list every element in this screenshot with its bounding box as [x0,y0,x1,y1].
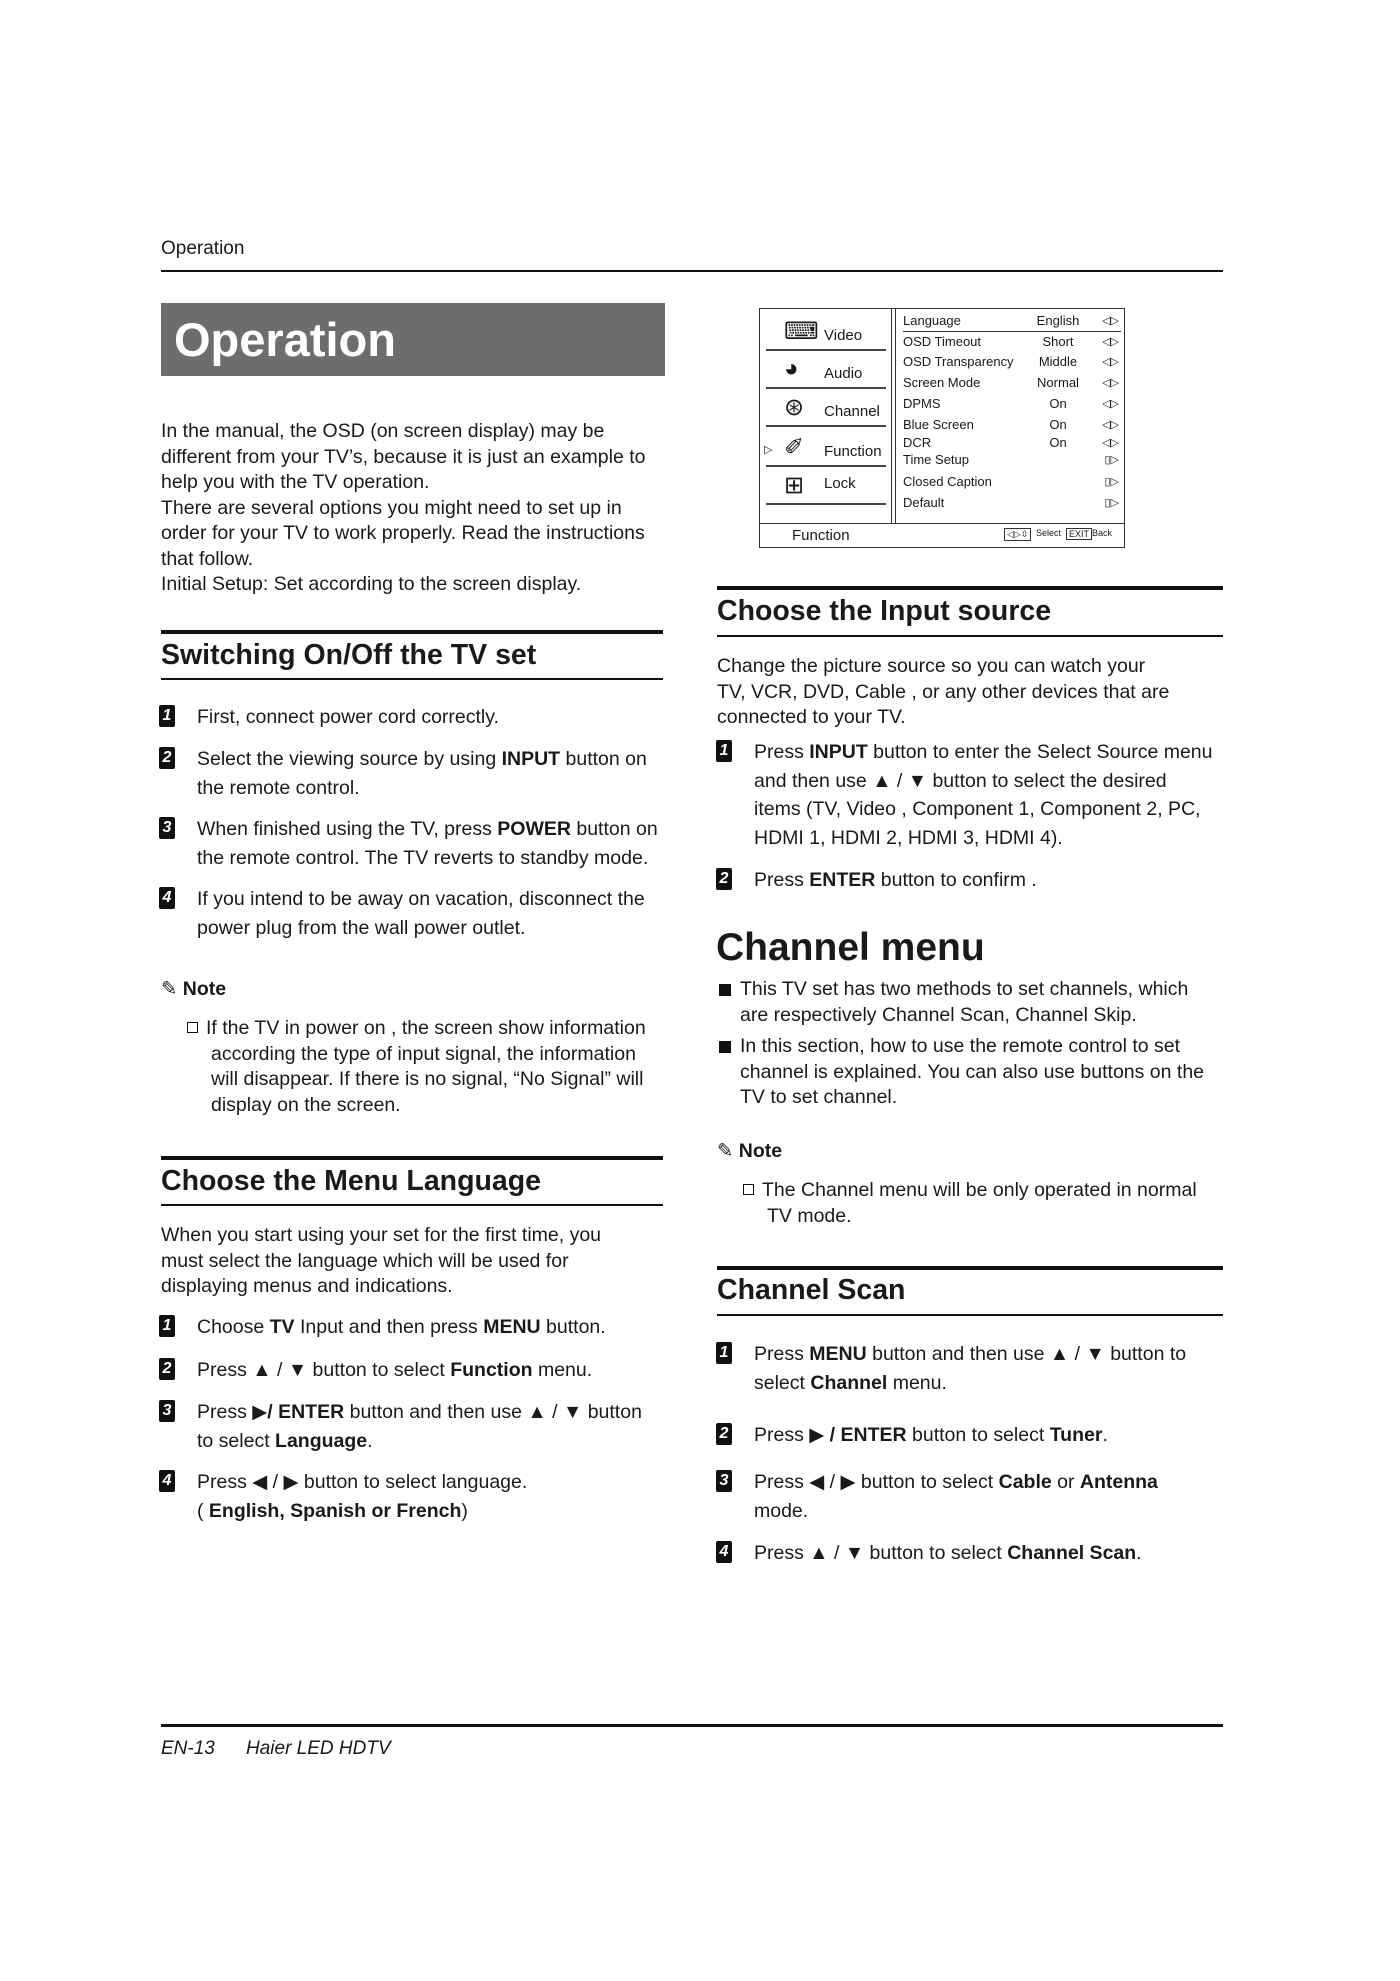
osd-footer: Function ◁▷⇳ Select EXIT Back [760,523,1124,548]
osd-row-dcr: DCR On ◁▷ [903,433,1121,453]
channel-menu-title: Channel menu [716,926,985,969]
step-number: 1 [159,705,175,727]
square-bullet-icon [719,984,731,996]
up-down-arrow-icon: ▲ / ▼ [527,1401,583,1423]
left-right-arrow-icon: ◁▷ [1102,336,1119,348]
page-number: EN-13 [161,1738,215,1759]
up-down-arrow-icon: ▲ / ▼ [252,1359,308,1381]
up-down-arrow-icon: ▲ / ▼ [809,1542,865,1564]
osd-row-closed-caption: Closed Caption ▯▷ [903,472,1121,492]
osd-tab-lock: ⊞ Lock [766,467,886,505]
osd-tab-list [760,309,890,524]
enter-arrow-icon: ▯▷ [1104,476,1119,488]
step-number: 3 [159,817,175,839]
step-3: 3 Press ▶/ ENTER button and then use ▲ / ▼ button to select Language. [159,1398,679,1458]
section-rule [161,1156,663,1160]
step-number: 3 [716,1470,732,1492]
left-right-arrow-icon: ◀ / ▶ [252,1471,299,1493]
section-rule [717,635,1223,637]
osd-row-blue-screen: Blue Screen On ◁▷ [903,415,1121,435]
channel-menu-bullet-1: This TV set has two methods to set channels, which are respectively Channel Scan, Channel Skip. [717,977,1223,1028]
step-2: 2 Select the viewing source by using INPUT button on the remote control. [159,745,679,805]
intro-text: In the manual, the OSD (on screen display) may be different from your TV’s, because it is just an example to help you with the TV operation. There are several options you might need to set up in order for your TV to work properly. Read the instructions that follow. Initial Setup: Set according to the screen display. [161,420,646,595]
osd-row-time-setup: Time Setup ▯▷ [903,450,1121,470]
osd-function-menu [759,308,1125,548]
section-rule [717,1314,1223,1316]
step-4: 4 If you intend to be away on vacation, disconnect the power plug from the wall power outlet. [159,885,679,945]
step-number: 1 [159,1315,175,1337]
section-rule [161,630,663,634]
checkbox-bullet-icon [187,1022,198,1033]
osd-row-default: Default ▯▷ [903,493,1121,513]
note-heading: ✎ Note [717,1140,783,1162]
osd-row-screen-mode: Screen Mode Normal ◁▷ [903,373,1121,393]
step-number: 4 [159,887,175,909]
tools-icon: ✐ [784,434,805,461]
step-number: 4 [716,1541,732,1563]
running-head: Operation [161,238,245,259]
note-heading: ✎ Note [161,978,227,1000]
step-4: 4 Press ▲ / ▼ button to select Channel Scan. [716,1539,1222,1569]
note-item: The Channel menu will be only operated in normal TV mode. [743,1178,1223,1229]
section-title-channel-scan: Channel Scan [717,1274,906,1306]
section-title-menu-language: Choose the Menu Language [161,1165,542,1197]
square-bullet-icon [719,1041,731,1053]
left-right-arrow-icon: ◀ / ▶ [809,1471,856,1493]
step-4: 4 Press ◀ / ▶ button to select language. ( English, Spanish or French) [159,1468,679,1528]
step-1: 1 First, connect power cord correctly. [159,703,679,733]
osd-row-osd-timeout: OSD Timeout Short ◁▷ [903,332,1121,352]
header-rule [161,270,1223,272]
osd-row-language: Language English ◁▷ [903,311,1121,332]
step-number: 4 [159,1470,175,1492]
step-number: 2 [716,1423,732,1445]
osd-divider [891,309,896,524]
reel-icon: ⊛ [784,394,805,421]
left-right-arrow-icon: ◁▷ [1102,356,1119,368]
left-right-arrow-icon: ◁▷ [1102,398,1119,410]
section-rule [717,586,1223,590]
step-number: 2 [716,868,732,890]
step-number: 2 [159,747,175,769]
step-2: 2 Press ▲ / ▼ button to select Function menu. [159,1356,679,1386]
step-number: 2 [159,1358,175,1380]
step-3: 3 Press ◀ / ▶ button to select Cable or Antenna mode. [716,1468,1222,1528]
up-down-arrow-icon: ▲ / ▼ [872,769,928,792]
osd-row-osd-transparency: OSD Transparency Middle ◁▷ [903,352,1121,372]
left-right-arrow-icon: ◁▷ [1102,419,1119,431]
section-rule [717,1266,1223,1270]
input-source-intro: Change the picture source so you can watch your TV, VCR, DVD, Cable , or any other devices that are connected to your TV. [717,655,1170,728]
section-rule [161,678,663,680]
step-1: 1 Press MENU button and then use ▲ / ▼ button to select Channel menu. [716,1340,1222,1400]
osd-tab-audio: ◕ Audio [766,351,886,389]
product-name: Haier LED HDTV [246,1738,391,1759]
up-down-arrow-icon: ▲ / ▼ [1049,1343,1105,1365]
enter-arrow-icon: ▯▷ [1104,454,1119,466]
step-1: 1 Choose TV Input and then press MENU button. [159,1313,679,1343]
pencil-icon: ✎ [717,1140,734,1162]
osd-tab-function: ▷ ✐ Function [766,429,886,467]
lock-icon: ⊞ [784,472,805,499]
left-right-arrow-icon: ◁▷ [1102,377,1119,389]
checkbox-bullet-icon [743,1184,754,1195]
menu-language-intro: When you start using your set for the first time, you must select the language which will be used for displaying menus and indications. [161,1224,602,1297]
left-right-arrow-icon: ◁▷ [1102,315,1119,327]
speaker-icon: ◕ [784,355,799,382]
section-title-input-source: Choose the Input source [717,595,1052,627]
osd-options [897,309,1123,524]
step-number: 1 [716,1342,732,1364]
step-number: 1 [716,740,732,762]
osd-row-dpms: DPMS On ◁▷ [903,394,1121,414]
pencil-icon: ✎ [161,978,178,1000]
note-item: If the TV in power on , the screen show information according the type of input signal, the information will disappear. If there is no signal, “No Signal” will display on the screen. [187,1016,667,1118]
page-title: Operation [161,303,665,376]
step-number: 3 [159,1400,175,1422]
step-2: 2 Press ENTER button to confirm . [716,866,1222,896]
left-right-arrow-icon: ◁▷ [1102,437,1119,449]
section-rule [161,1204,663,1206]
section-title-switching: Switching On/Off the TV set [161,639,537,671]
step-3: 3 When finished using the TV, press POWER button on the remote control. The TV reverts to standby mode. [159,815,679,875]
selected-arrow-icon: ▷ [764,444,773,456]
step-2: 2 Press ▶ / ENTER button to select Tuner. [716,1421,1222,1451]
channel-menu-bullet-2: In this section, how to use the remote control to set channel is explained. You can also use buttons on the TV to set channel. [717,1034,1223,1111]
step-1: 1 Press INPUT button to enter the Select Source menu and then use ▲ / ▼ button to select the desired items (TV, Video , Component 1, Component 2, PC, HDMI 1, HDMI 2, HDMI 3, HDMI 4). [716,738,1222,858]
footer-rule [161,1724,1223,1727]
osd-tab-video: ⌨ Video [766,313,886,351]
enter-arrow-icon: ▯▷ [1104,497,1119,509]
navigate-arrows-icon: ◁▷⇳ [1004,528,1031,541]
tv-icon: ⌨ [784,318,819,345]
osd-tab-channel: ⊛ Channel [766,389,886,427]
